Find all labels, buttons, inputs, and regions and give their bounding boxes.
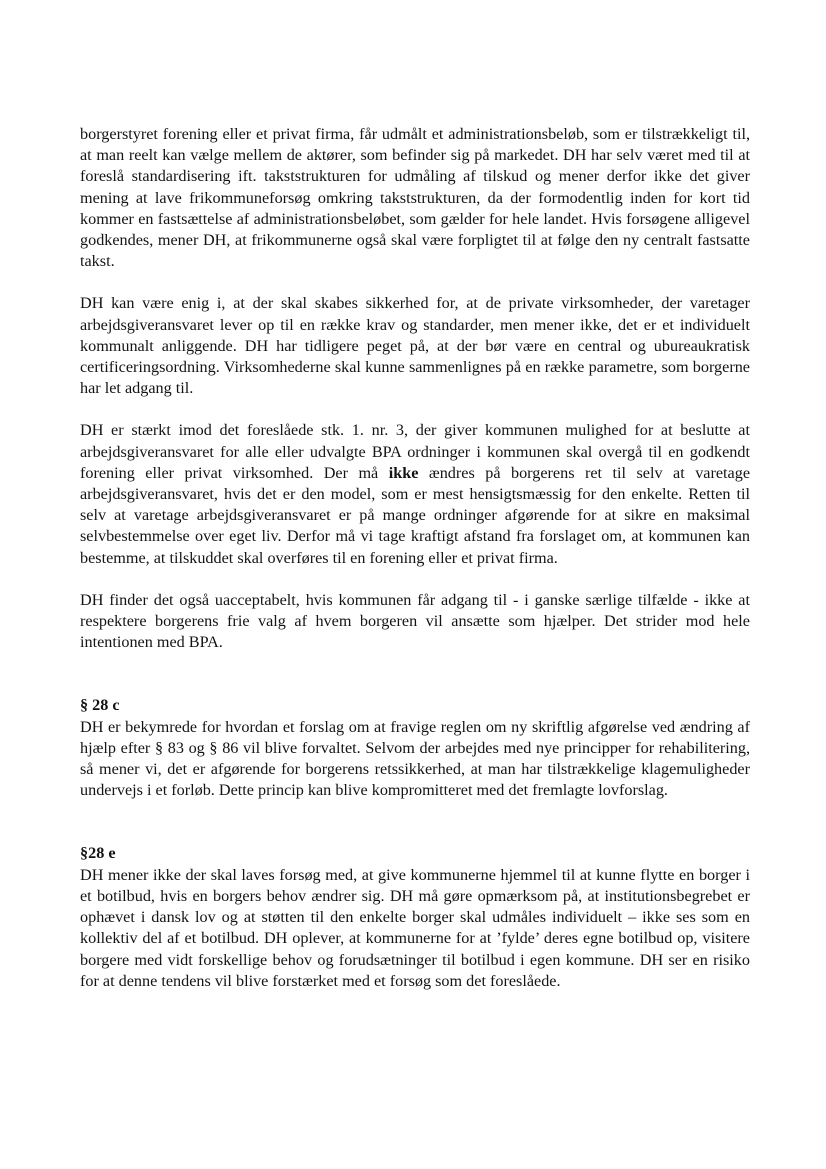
section-heading-28e: §28 e bbox=[80, 844, 116, 863]
paragraph-text-segment: DH er stærkt imod det foreslåede stk. 1. nr. 3, der giver kommunen mulighed for at beslutte at arbejdsgiveransvaret for alle eller udvalgte BPA ordninger i kommunen skal overgå til en godkendt forening eller privat virksomhed. Der må bbox=[80, 421, 750, 482]
section-heading-28c: § 28 c bbox=[80, 696, 120, 715]
document-page bbox=[80, 124, 750, 992]
paragraph-certification: DH kan være enig i, at der skal skabes sikkerhed for, at de private virksomheder, der varetager arbejdsgiveransvaret lever op til en række krav og standarder, men mener ikke, det er et individuelt kommunalt anliggende. DH har tidligere peget på, at der bør være en central og ubureaukratisk certificeringsordning. Virksomhederne skal kunne sammenlignes på en række parametre, som borgerne har let adgang til. bbox=[80, 294, 750, 398]
paragraph-spacer bbox=[80, 569, 750, 590]
paragraph-free-choice: DH finder det også uacceptabelt, hvis kommunen får adgang til - i ganske særlige tilfælde - ikke at respektere borgerens frie valg af hvem borgeren vil ansætte som hjælper. Det strider mod hele intentionen med BPA. bbox=[80, 590, 750, 652]
paragraph-employer-responsibility bbox=[80, 420, 750, 568]
section-body-28c: DH er bekymrede for hvordan et forslag om at fravige reglen om ny skriftlig afgørelse ved ændring af hjælp efter § 83 og § 86 vil blive forvaltet. Selvom der arbejdes med nye principper for rehabilitering, så mener vi, det er afgørende for borgerens retssikkerhed, at man har tilstrækkelige klagemuligheder undervejs i et forløb. Dette princip kan blive kompromitteret med det fremlagte lovforslag. bbox=[80, 717, 750, 800]
paragraph-text-segment: ændres på borgerens ret til selv at varetage arbejdsgiveransvaret, hvis det er den model, som er mest hensigtsmæssig for den enkelte. Retten til selv at varetage arbejdsgiveransvaret er på mange ordninger afgørende for at sikre en maksimal selvbestemmelse over eget liv. Derfor må vi tage kraftigt afstand fra forslaget om, at kommunen kan bestemme, at tilskuddet skal overføres til en forening eller et privat firma. bbox=[80, 463, 751, 567]
section-spacer bbox=[80, 801, 750, 843]
emphasis-ikke: ikke bbox=[388, 463, 419, 482]
paragraph-administration-amount: borgerstyret forening eller et privat firma, får udmålt et administrationsbeløb, som er tilstrækkeligt til, at man reelt kan vælge mellem de aktører, som befinder sig på markedet. DH har selv været med til at foreslå standardisering ift. takststrukturen for udmåling af tilskud og mener derfor ikke det giver mening at lave frikommuneforsøg omkring takststrukturen, da der formodentlig inden for kort tid kommer en fastsættelse af administrationsbeløbet, som gælder for hele landet. Hvis forsøgene alligevel godkendes, mener DH, at frikommunerne også skal være forpligtet til at følge den ny centralt fastsatte takst. bbox=[80, 125, 750, 271]
paragraph-spacer bbox=[80, 399, 750, 420]
paragraph-spacer bbox=[80, 272, 750, 293]
section-body-28e: DH mener ikke der skal laves forsøg med, at give kommunerne hjemmel til at kunne flytte en borger i et botilbud, hvis en borgers behov ændrer sig. DH må gøre opmærksom på, at institutionsbegrebet er ophævet i dansk lov og at støtten til den enkelte borger skal udmåles individuelt – ikke ses som en kollektiv del af et botilbud. DH oplever, at kommunerne for at ’fylde’ deres egne botilbud op, visitere borgere med vidt forskellige behov og forudsætninger til botilbud i egen kommune. DH ser en risiko for at denne tendens vil blive forstærket med et forsøg som det foreslåede. bbox=[80, 865, 750, 990]
section-spacer bbox=[80, 653, 750, 695]
